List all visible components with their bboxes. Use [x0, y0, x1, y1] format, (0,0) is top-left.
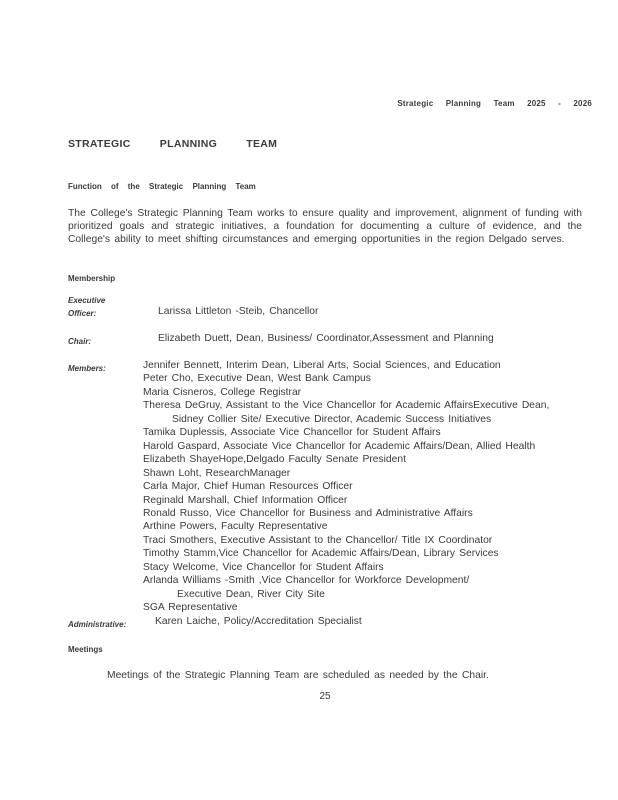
- member-line: SGA Representative: [143, 602, 238, 614]
- member-line: Jennifer Bennett, Interim Dean, Liberal Arts, Social Sciences, and Education: [143, 360, 501, 371]
- member-line: Peter Cho, Executive Dean, West Bank Campus: [143, 373, 371, 385]
- membership-heading: Membership: [68, 274, 116, 283]
- executive-officer-label-line2: Officer:: [68, 308, 97, 318]
- executive-officer-value: Larissa Littleton -Steib, Chancellor: [158, 306, 319, 317]
- function-heading: Function of the Strategic Planning Team: [68, 182, 256, 191]
- member-line: Timothy Stamm,Vice Chancellor for Academic Affairs/Dean, Library Services: [143, 548, 499, 560]
- member-line: Traci Smothers, Executive Assistant to the Chancellor/ Title IX Coordinator: [143, 534, 493, 546]
- member-line: Shawn Loht, ResearchManager: [143, 467, 291, 479]
- function-body-paragraph: The College's Strategic Planning Team works to ensure quality and improvement, alignment of funding with prioritized goals and strategic initiatives, a foundation for documenting a culture of evidence, and the College's ability to meet shifting circumstances and emerging opportunities in the region Delgado serves.: [68, 208, 582, 246]
- member-line: Harold Gaspard, Associate Vice Chancellor for Academic Affairs/Dean, Allied Health: [143, 440, 536, 452]
- member-line: Arlanda Williams -Smith ,Vice Chancellor for Workforce Development/: [143, 575, 470, 587]
- member-line-continuation: Executive Dean, River City Site: [177, 588, 325, 600]
- executive-officer-label-line1: Executive: [68, 296, 106, 305]
- member-line: Arthine Powers, Faculty Representative: [143, 521, 328, 533]
- member-line: Carla Major, Chief Human Resources Officer: [143, 481, 353, 493]
- meetings-heading: Meetings: [68, 645, 103, 654]
- member-line: Reginald Marshall, Chief Information Officer: [143, 494, 348, 506]
- member-line: Maria Cisneros, College Registrar: [143, 386, 302, 398]
- member-line: Tamika Duplessis, Associate Vice Chancellor for Student Affairs: [143, 427, 441, 439]
- member-line-continuation: Sidney Collier Site/ Executive Director, Academic Success Initiatives: [172, 413, 492, 425]
- page-number: 25: [319, 691, 331, 702]
- running-header: Strategic Planning Team 2025 - 2026: [397, 99, 592, 108]
- executive-officer-label: [68, 295, 105, 320]
- page-title: STRATEGIC PLANNING TEAM: [68, 138, 278, 150]
- chair-value: Elizabeth Duett, Dean, Business/ Coordinator,Assessment and Planning: [158, 333, 494, 344]
- member-line: Stacy Welcome, Vice Chancellor for Student Affairs: [143, 561, 384, 573]
- members-list: [143, 359, 603, 615]
- member-line: Ronald Russo, Vice Chancellor for Business and Administrative Affairs: [143, 507, 473, 519]
- chair-label: Chair:: [68, 337, 92, 346]
- administrative-value: Karen Laiche, Policy/Accreditation Specialist: [155, 616, 362, 627]
- meetings-body: Meetings of the Strategic Planning Team are scheduled as needed by the Chair.: [107, 670, 489, 681]
- administrative-label: Administrative:: [68, 620, 127, 629]
- member-line: Elizabeth ShayeHope,Delgado Faculty Senate President: [143, 454, 406, 466]
- member-line: Theresa DeGruy, Assistant to the Vice Chancellor for Academic AffairsExecutive Dean,: [143, 400, 550, 412]
- members-label: Members:: [68, 364, 106, 373]
